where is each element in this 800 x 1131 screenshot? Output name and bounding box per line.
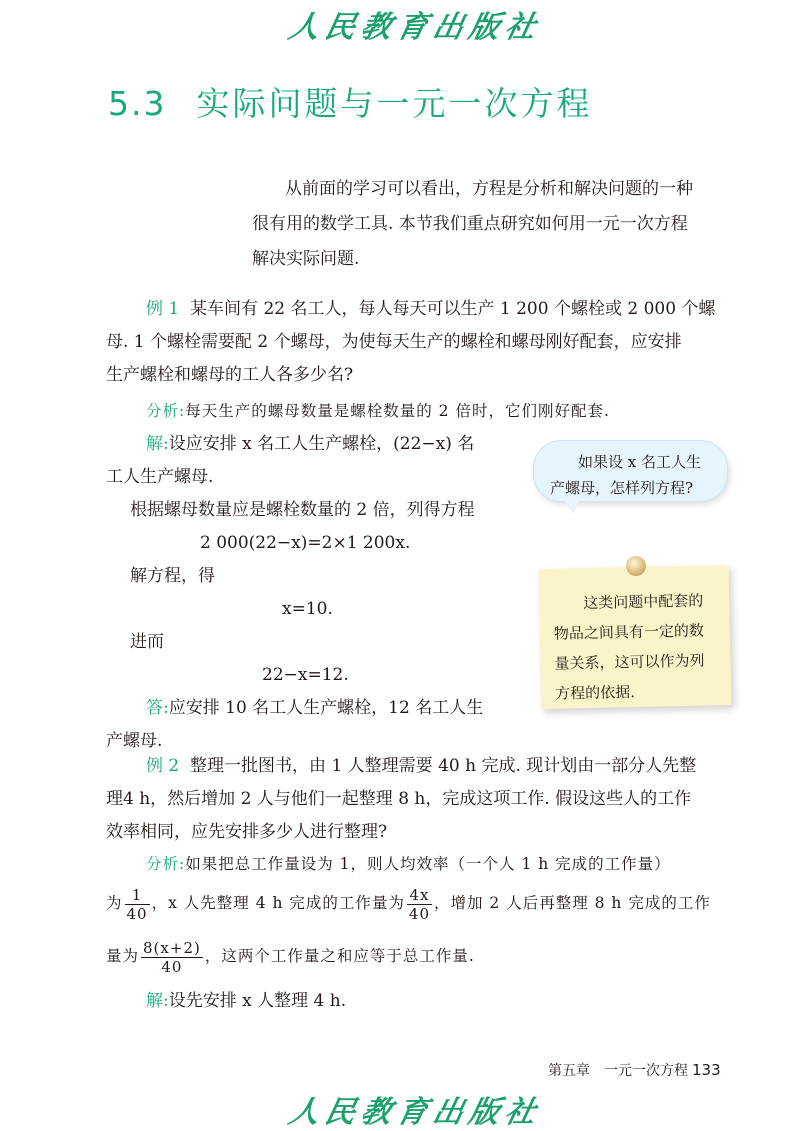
analysis-label: 分析: bbox=[146, 402, 186, 420]
example2-analysis-line-2 bbox=[106, 880, 711, 926]
example2-analysis-line-3 bbox=[106, 933, 475, 979]
equation-3: 22−x=12. bbox=[262, 665, 349, 685]
example2-line-3: 效率相同，应先安排多少人进行整理? bbox=[106, 822, 388, 842]
example1-analysis bbox=[146, 395, 610, 428]
sticky-note bbox=[539, 565, 732, 709]
section-number: 5.3 bbox=[108, 84, 167, 123]
example1-answer-line-2: 产螺母. bbox=[106, 731, 163, 751]
frac2-num: 4x bbox=[407, 886, 432, 905]
solution-text-1: 设应安排 x 名工人生产螺栓，(22−x) 名 bbox=[168, 434, 475, 454]
frac3-num: 8(x+2) bbox=[143, 938, 201, 957]
note-line-3: 量关系，这可以作为列 bbox=[554, 651, 705, 673]
section-title bbox=[108, 78, 592, 125]
page-footer bbox=[548, 1060, 721, 1080]
example2-line-1 bbox=[146, 750, 696, 783]
example1-text-1: 某车间有 22 名工人，每人每天可以生产 1 200 个螺栓或 2 000 个螺 bbox=[190, 299, 716, 319]
bubble-line-1: 如果设 x 名工人生 bbox=[578, 453, 701, 471]
example2-line-2: 理4 h，然后增加 2 人与他们一起整理 8 h，完成这项工作. 假设这些人的工作 bbox=[106, 789, 692, 809]
example1-step-3: 进而 bbox=[130, 632, 164, 652]
answer-label: 答: bbox=[146, 698, 169, 718]
analysis3-pre: 量为 bbox=[106, 947, 140, 965]
example2-text-1: 整理一批图书，由 1 人整理需要 40 h 完成. 现计划由一部分人先整 bbox=[190, 756, 697, 776]
analysis2-pre: 为 bbox=[106, 894, 123, 912]
fraction-4x-over-40 bbox=[407, 886, 432, 923]
frac1-num: 1 bbox=[125, 886, 150, 905]
analysis2-post: ，增加 2 人后再整理 8 h 完成的工作 bbox=[434, 894, 711, 912]
frac2-den: 40 bbox=[408, 904, 430, 923]
analysis2-text-1: 如果把总工作量设为 1，则人均效率（一个人 1 h 完成的工作量） bbox=[185, 855, 671, 873]
frac1-den: 40 bbox=[126, 904, 148, 923]
solution2-label: 解: bbox=[146, 991, 169, 1011]
analysis2-mid: ，x 人先整理 4 h 完成的工作量为 bbox=[151, 894, 405, 912]
publisher-logo-bottom: 人民教育出版社 bbox=[285, 1095, 545, 1130]
hint-bubble bbox=[533, 440, 728, 502]
frac3-den: 40 bbox=[161, 957, 183, 976]
bubble-tail bbox=[560, 496, 580, 514]
solution-label: 解: bbox=[146, 434, 169, 454]
chapter-label: 第五章 一元一次方程 bbox=[548, 1063, 688, 1079]
analysis2-label: 分析: bbox=[146, 855, 186, 873]
note-line-1: 这类问题中配套的 bbox=[583, 591, 704, 613]
intro-line-1: 从前面的学习可以看出，方程是分析和解决问题的一种 bbox=[285, 179, 693, 199]
pushpin-icon bbox=[626, 556, 646, 576]
page-number: 133 bbox=[692, 1061, 721, 1079]
publisher-logo-top: 人民教育出版社 bbox=[285, 10, 545, 45]
bubble-line-2: 产螺母，怎样列方程? bbox=[550, 479, 694, 497]
example1-solution-line-2: 工人生产螺母. bbox=[106, 467, 214, 487]
example2-label: 例 2 bbox=[146, 756, 180, 776]
analysis3-post: ，这两个工作量之和应等于总工作量. bbox=[204, 947, 475, 965]
section-title-text: 实际问题与一元一次方程 bbox=[196, 84, 593, 123]
example1-step-2: 解方程，得 bbox=[130, 566, 215, 586]
fraction-1-over-40 bbox=[125, 886, 150, 923]
solution2-text: 设先安排 x 人整理 4 h. bbox=[168, 991, 347, 1011]
answer-text-1: 应安排 10 名工人生产螺栓，12 名工人生 bbox=[168, 698, 484, 718]
analysis-text: 每天生产的螺母数量是螺栓数量的 2 倍时，它们刚好配套. bbox=[185, 402, 610, 420]
example1-label: 例 1 bbox=[146, 299, 180, 319]
example2-solution bbox=[146, 985, 346, 1018]
example1-line-2: 母. 1 个螺栓需要配 2 个螺母，为使每天生产的螺栓和螺母刚好配套，应安排 bbox=[106, 332, 682, 352]
note-line-2: 物品之间具有一定的数 bbox=[553, 621, 705, 643]
equation-2: x=10. bbox=[282, 599, 333, 619]
example2-analysis-line-1 bbox=[146, 848, 671, 881]
equation-1: 2 000(22−x)=2×1 200x. bbox=[200, 533, 411, 553]
example1-solution-line-1 bbox=[146, 428, 474, 461]
fraction-8x2-over-40 bbox=[141, 939, 203, 976]
intro-line-3: 解决实际问题. bbox=[252, 249, 360, 269]
example1-line-3: 生产螺栓和螺母的工人各多少名? bbox=[106, 365, 354, 385]
note-line-4: 方程的依据. bbox=[554, 683, 636, 703]
example1-line-1 bbox=[146, 293, 715, 326]
intro-line-2: 很有用的数学工具. 本节我们重点研究如何用一元一次方程 bbox=[252, 214, 688, 234]
example1-answer-line-1 bbox=[146, 692, 483, 725]
example1-step-1: 根据螺母数量应是螺栓数量的 2 倍，列得方程 bbox=[130, 500, 475, 520]
